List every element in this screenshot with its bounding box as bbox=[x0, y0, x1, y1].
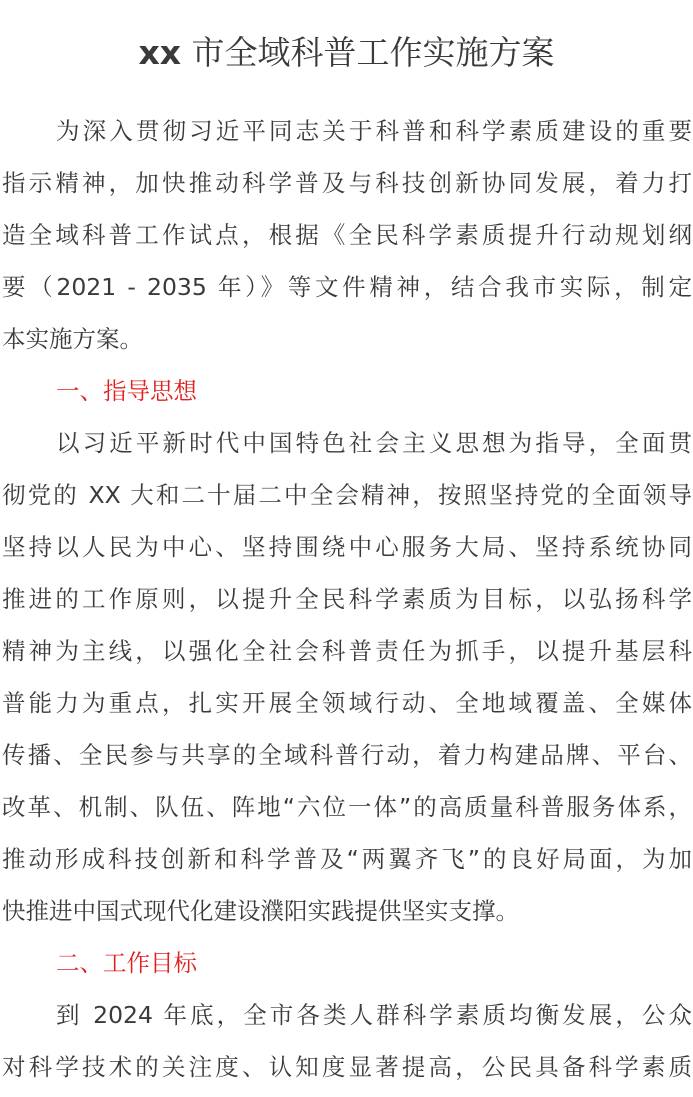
document-title bbox=[0, 28, 693, 78]
section-heading: 一、指导思想 bbox=[56, 377, 197, 405]
paragraph-line: 以习近平新时代中国特色社会主义思想为指导，全面贯 bbox=[56, 429, 692, 457]
paragraph-line: 坚持以人民为中心、坚持围绕中心服务大局、坚持系统协同 bbox=[2, 533, 692, 561]
paragraph-line: 精神为主线，以强化全社会科普责任为抓手，以提升基层科 bbox=[2, 637, 692, 665]
paragraph-line: 对科学技术的关注度、认知度显著提高，公民具备科学素质 bbox=[2, 1053, 692, 1081]
paragraph-line: 普能力为重点，扎实开展全领域行动、全地域覆盖、全媒体 bbox=[2, 689, 692, 717]
paragraph-line: 到 2024 年底，全市各类人群科学素质均衡发展，公众 bbox=[56, 1001, 692, 1029]
paragraph-line: 快推进中国式现代化建设濮阳实践提供坚实支撑。 bbox=[2, 897, 519, 925]
title-rest: 市全域科普工作实施方案 bbox=[191, 33, 555, 72]
paragraph-line: 彻党的 XX 大和二十届二中全会精神，按照坚持党的全面领导 bbox=[2, 481, 692, 509]
paragraph-line: 传播、全民参与共享的全域科普行动，着力构建品牌、平台、 bbox=[2, 741, 692, 769]
section-heading: 二、工作目标 bbox=[56, 949, 197, 977]
paragraph-line: 推进的工作原则，以提升全民科学素质为目标，以弘扬科学 bbox=[2, 585, 692, 613]
paragraph-line: 指示精神，加快推动科学普及与科技创新协同发展，着力打 bbox=[2, 169, 692, 197]
paragraph-line: 要（2021 - 2035 年）》等文件精神，结合我市实际，制定 bbox=[2, 273, 692, 301]
paragraph-line: 为深入贯彻习近平同志关于科普和科学素质建设的重要 bbox=[56, 117, 692, 145]
paragraph-line: 改革、机制、队伍、阵地“六位一体”的高质量科普服务体系， bbox=[2, 793, 692, 821]
paragraph-line: 造全域科普工作试点，根据《全民科学素质提升行动规划纲 bbox=[2, 221, 692, 249]
title-prefix: xx bbox=[138, 33, 182, 72]
paragraph-line: 推动形成科技创新和科学普及“两翼齐飞”的良好局面，为加 bbox=[2, 845, 692, 873]
paragraph-line: 本实施方案。 bbox=[2, 325, 143, 353]
